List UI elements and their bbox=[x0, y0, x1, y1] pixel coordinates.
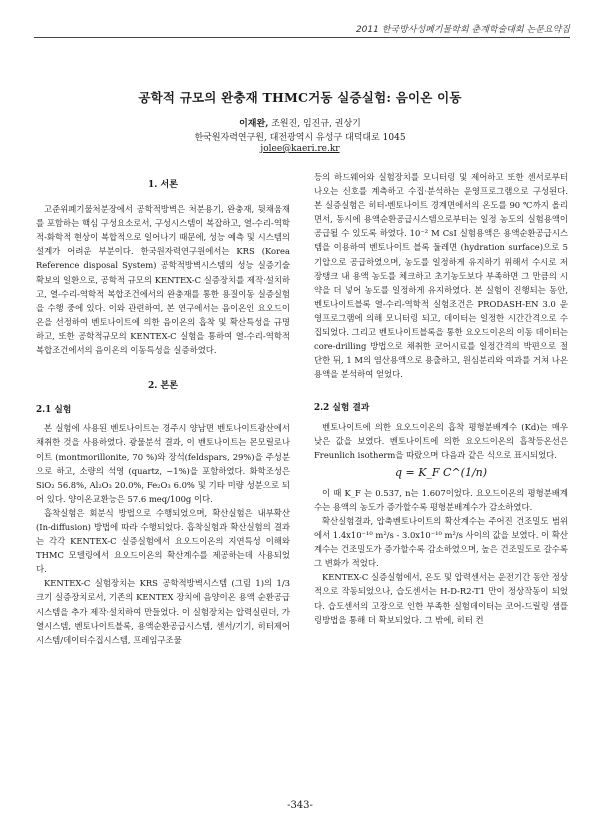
section-heading-intro: 1. 서론 bbox=[148, 180, 178, 190]
subsection-heading-experiment: 2.1 실험 bbox=[36, 405, 72, 416]
continued-paragraph: 등의 하드웨어와 실험장치를 모니터링 및 제어하고 또한 센서로부터 나오는 신호를 계측하고 수집·분석하는 운영프로그램으로 구성된다. 본 실증실험은 히터-벤토나이트 경계면에서의 온도를 90 ℃까지 올리면서, 동시에 용액순환공급시스템으로부터는 일정 농도의 실험용액이 공급될 수 있도록 하였다. 10⁻² M CsI 실험용액은 용액순환공급시스템을 이용하여 벤토나이트 블록 둘레면 (hydration surface)으로 5기압으로 공급하였으며, 농도를 일정하게 유지하기 위해서 수시로 저장탱크 내 용액 농도를 체크하고 초기농도보다 부족하면 그 만큼의 시약을 더 넣어 농도를 일정하게 유지하였다. 본 실험이 진행되는 동안, 벤토나이트블록 열-수리-역학적 실험조건은 PRODASH-EN 3.0 운영프로그램에 의해 모니터링 되고, 데이터는 일정한 시간간격으로 수집되었다. 그리고 벤토나이트블록을 통한 요오드이온의 이동 데이터는 core-drilling 방법으로 채취한 코어시료를 일정간격의 박편으로 절단한 뒤, 1 M의 염산용액으로 용출하고, 원심분리와 여과를 거쳐 나온 용액을 분석하여 얻었다. bbox=[314, 172, 568, 380]
email-line bbox=[0, 144, 600, 154]
co-authors: 조원진, 임진규, 권상기 bbox=[268, 119, 361, 129]
experiment-paragraph-2: 흡착실험은 회분식 방법으로 수행되었으며, 확산실험은 내부확산(In-diffusion) 방법에 따라 수행되었다. 흡착실험과 확산실험의 결과는 각각 KENTEX-C 실증실험에서 요오드이온의 지연특성 이해와 THMC 모델링에서 요오드이온의 확산계수를 제공하는데 사용되었다. bbox=[36, 507, 290, 575]
experiment-paragraph-3: KENTEX-C 실험장치는 KRS 공학적방벽시스템 (그림 1)의 1/3 크기 실증장치로서, 기존의 KENTEX 장치에 음양이온 용액 순환공급시스템을 추가 제작·설치하여 만들었다. 이 실험장치는 압력실린더, 가열시스템, 벤토나이트블록, 용액순환공급시스템, 센서/기기, 히터제어시스템/데이터수집시스템, 프레임구조물 bbox=[36, 578, 290, 645]
lead-author: 이재완, bbox=[239, 119, 269, 129]
results-paragraph-2: 이 때 K_F 는 0.537, n는 1.607이었다. 요오드이온의 평형분배계수는 용액의 농도가 증가할수록 평형분배계수가 감소하였다. bbox=[314, 487, 568, 512]
freundlich-formula: q = K_F C^(1/n) bbox=[394, 465, 488, 479]
results-paragraph-4: KENTEX-C 실증실험에서, 온도 및 압력센서는 운전기간 동안 정상적으로 작동되었으나, 습도센서는 H-D-R2-T1 만이 정상작동이 되었다. 습도센서의 고장으로 인한 부족한 실험데이터는 코어-드릴링 샘플링방법을 통해 더 확보되었다. 그 밖에, 히터 컨 bbox=[314, 572, 568, 625]
experiment-paragraph-1: 본 실험에 사용된 벤토나이트는 경주시 양남면 벤토나이트광산에서 채취한 것을 사용하였다. 광물분석 결과, 이 벤토나이트는 몬모릴로나이트 (montmorillonite, 70 %)와 장석(feldspars, 29%)을 주성분으로 하고, 소량의 석영 (quartz, ~1%)을 포함하였다. 화학조성은 SiO₂ 56.8%, Al₂O₃ 20.0%, Fe₂O₃ 6.0% 및 기타 미량 성분으로 되어 있다. 양이온교환능은 57.6 meq/100g 이다. bbox=[36, 423, 290, 504]
results-paragraph-1: 벤토나이트에 의한 요오드이온의 흡착 평형분배계수 (Kd)는 매우 낮은 값을 보였다. 벤토나이트에 의한 요오드이온의 흡착등온선은 Freunlich isotherm을 따랐으며 다음과 같은 식으로 표시되었다. bbox=[314, 421, 568, 460]
right-column bbox=[314, 170, 568, 627]
conference-header: 2011 한국방사성폐기물학회 춘계학술대회 논문요약집 bbox=[355, 25, 570, 35]
email-link[interactable]: jolee@kaeri.re.kr bbox=[260, 144, 340, 154]
affiliation: 한국원자력연구원, 대전광역시 유성구 대덕대로 1045 bbox=[194, 133, 406, 143]
page-number: -343- bbox=[287, 800, 313, 811]
intro-paragraph: 고준위폐기물처분장에서 공학적방벽은 처분용기, 완충재, 뒷채움재를 포함하는 핵심 구성요소로서, 구성시스템이 복잡하고, 열-수리-역학적-화학적 현상이 복합적으로 일어나기 때문에, 성능 예측 및 시스템의 설계가 어려운 부분이다. 한국원자력연구원에서는 KRS (Korea Reference disposal System) 공학적방벽시스템의 성능 실증기술 확보의 일환으로, 공학적 규모의 KENTEX-C 실증장치를 제작·설치하고, 열-수리-역학적 복합조건에서의 완충재를 통한 용질이동 실증실험을 수행 중에 있다. 이와 관련하여, 본 연구에서는 음이온인 요오드이온을 선정하여 벤토나이트에 의한 음이온의 흡착 및 확산특성을 규명하고, 또한 공학적규모의 KENTEX-C 실험을 통하여 열-수리-역학적 복합조건에서의 음이온의 이동특성을 실증하였다. bbox=[36, 204, 290, 356]
paper-title: 공학적 규모의 완충재 THMC거동 실증실험: 음이온 이동 bbox=[138, 90, 462, 105]
subsection-heading-results: 2.2 실험 결과 bbox=[314, 403, 370, 414]
author-list bbox=[0, 116, 600, 129]
section-heading-body: 2. 본론 bbox=[148, 381, 178, 392]
header-divider bbox=[34, 37, 570, 38]
left-column bbox=[36, 170, 290, 647]
results-paragraph-3: 확산실험결과, 압축벤토나이트의 확산계수는 주어진 건조밀도 범위에서 1.4x10⁻¹⁰ m²/s - 3.0x10⁻¹⁰ m²/s 사이의 값을 보였다. 이 확산계수는 건조밀도가 증가할수록 감소하였으며, 높은 건조밀도로 갈수록 그 변화가 적었다. bbox=[314, 515, 568, 569]
